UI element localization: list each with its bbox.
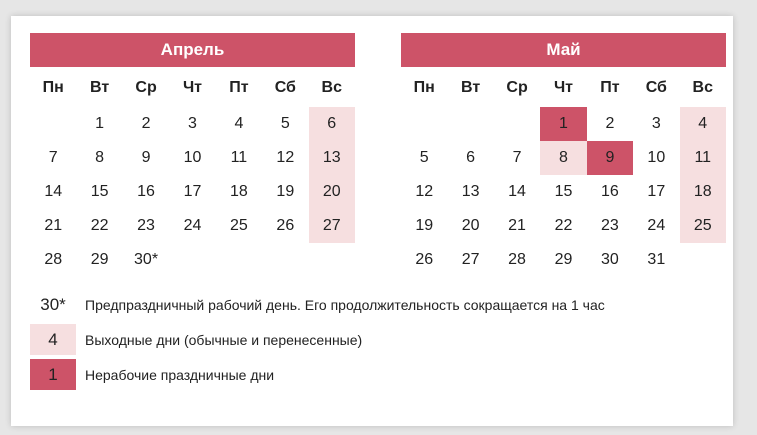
day-cell: 3: [188, 115, 197, 132]
day-cell: 5: [280, 115, 290, 132]
day-cell: 22: [554, 217, 573, 234]
empty-cell: [262, 243, 308, 277]
day-cell: 10: [183, 149, 202, 166]
day-cell: 28: [508, 251, 526, 268]
weekend-day: 25: [680, 209, 726, 243]
day-cell: 12: [276, 149, 295, 166]
weekday-label: Сб: [645, 79, 667, 96]
week-row: [30, 107, 355, 141]
weekday-label: Вс: [321, 79, 342, 96]
may-calendar: [401, 33, 726, 277]
month-header: Апрель: [30, 33, 355, 67]
empty-cell: [30, 107, 76, 141]
weekday-label: Ср: [506, 79, 528, 96]
empty-cell: [169, 243, 215, 277]
weekday-label: Пт: [600, 79, 620, 96]
day-cell: 11: [230, 149, 248, 166]
weekday-row: [401, 73, 726, 103]
weekday-label: Вт: [461, 79, 481, 96]
day-cell: 26: [415, 251, 434, 268]
day-cell: 28: [44, 251, 63, 268]
day-cell: 26: [276, 217, 295, 234]
day-cell: 14: [508, 183, 526, 200]
day-cell: 4: [234, 115, 244, 132]
weekday-label: Пт: [229, 79, 249, 96]
holiday-day: 1: [540, 107, 586, 141]
week-row: [401, 243, 726, 277]
day-cell: 19: [415, 217, 434, 234]
empty-cell: [216, 243, 262, 277]
legend-sample: 30*: [40, 295, 66, 314]
day-cell: 30: [601, 251, 619, 268]
week-row: [30, 243, 355, 277]
day-cell: 13: [461, 183, 480, 200]
empty-cell: [494, 107, 540, 141]
weekday-label: Чт: [182, 79, 203, 96]
empty-cell: [680, 243, 726, 277]
weekday-label: Ср: [135, 79, 157, 96]
empty-cell: [309, 243, 355, 277]
weekday-label: Пн: [413, 79, 435, 96]
week-row: [401, 107, 726, 141]
legend-preholiday: [30, 288, 605, 321]
weeks: [30, 107, 355, 277]
weekday-label: Сб: [274, 79, 296, 96]
day-cell: 7: [512, 149, 522, 166]
empty-cell: [447, 107, 493, 141]
weekend-day: 20: [309, 175, 355, 209]
legend-text: Нерабочие праздничные дни: [85, 366, 275, 383]
day-cell: 21: [44, 217, 63, 234]
empty-cell: [401, 107, 447, 141]
legend-sample: 1: [30, 359, 76, 390]
day-cell: 2: [141, 115, 151, 132]
legend-sample: 4: [30, 324, 76, 355]
day-cell: 17: [647, 183, 666, 200]
legend: [30, 288, 605, 393]
calendar-card: [11, 16, 733, 426]
day-cell: 18: [230, 183, 248, 200]
weekend-day: 27: [309, 209, 355, 243]
day-cell: 9: [141, 149, 151, 166]
weekday-label: Пн: [42, 79, 64, 96]
legend-weekend: [30, 323, 605, 356]
day-cell: 16: [137, 183, 155, 200]
day-cell: 24: [183, 217, 202, 234]
day-cell: 14: [44, 183, 63, 200]
weekend-day: 13: [309, 141, 355, 175]
weekend-day: 6: [309, 107, 355, 141]
weekday-label: Чт: [553, 79, 574, 96]
week-row: [30, 209, 355, 243]
day-cell: 3: [651, 115, 661, 132]
day-cell: 21: [508, 217, 526, 234]
legend-text: Предпраздничный рабочий день. Его продолжительность сокращается на 1 час: [85, 296, 605, 313]
day-cell: 6: [466, 149, 476, 166]
week-row: [30, 175, 355, 209]
weekday-label: Вт: [90, 79, 110, 96]
day-cell: 20: [461, 217, 480, 234]
day-cell: 7: [48, 149, 58, 166]
day-cell: 1: [95, 115, 105, 132]
weekend-day: 8: [540, 141, 586, 175]
legend-text: Выходные дни (обычные и перенесенные): [85, 331, 363, 348]
day-cell: 22: [90, 217, 109, 234]
month-header: Май: [401, 33, 726, 67]
day-cell: 29: [90, 251, 109, 268]
weekend-day: 11: [680, 141, 726, 175]
day-cell: 27: [461, 251, 480, 268]
day-cell: 17: [183, 183, 202, 200]
day-cell: 25: [230, 217, 248, 234]
day-cell: 23: [137, 217, 155, 234]
day-cell: 19: [276, 183, 295, 200]
day-cell: 2: [605, 115, 615, 132]
week-row: [401, 209, 726, 243]
day-cell: 15: [554, 183, 573, 200]
weekday-row: [30, 73, 355, 103]
day-cell: 23: [601, 217, 619, 234]
day-cell: 24: [647, 217, 666, 234]
week-row: [401, 141, 726, 175]
day-cell: 31: [647, 251, 666, 268]
day-cell: 8: [95, 149, 105, 166]
weeks: [401, 107, 726, 277]
holiday-day: 9: [587, 141, 633, 175]
day-cell: 15: [90, 183, 109, 200]
weekend-day: 18: [680, 175, 726, 209]
week-row: [30, 141, 355, 175]
weekend-day: 4: [680, 107, 726, 141]
day-cell: 29: [554, 251, 573, 268]
day-cell: 12: [415, 183, 434, 200]
legend-holiday: [30, 358, 605, 391]
day-cell: 10: [647, 149, 666, 166]
day-cell: 30*: [134, 251, 159, 268]
week-row: [401, 175, 726, 209]
april-calendar: [30, 33, 355, 277]
day-cell: 5: [419, 149, 429, 166]
weekday-label: Вс: [692, 79, 713, 96]
day-cell: 16: [601, 183, 619, 200]
